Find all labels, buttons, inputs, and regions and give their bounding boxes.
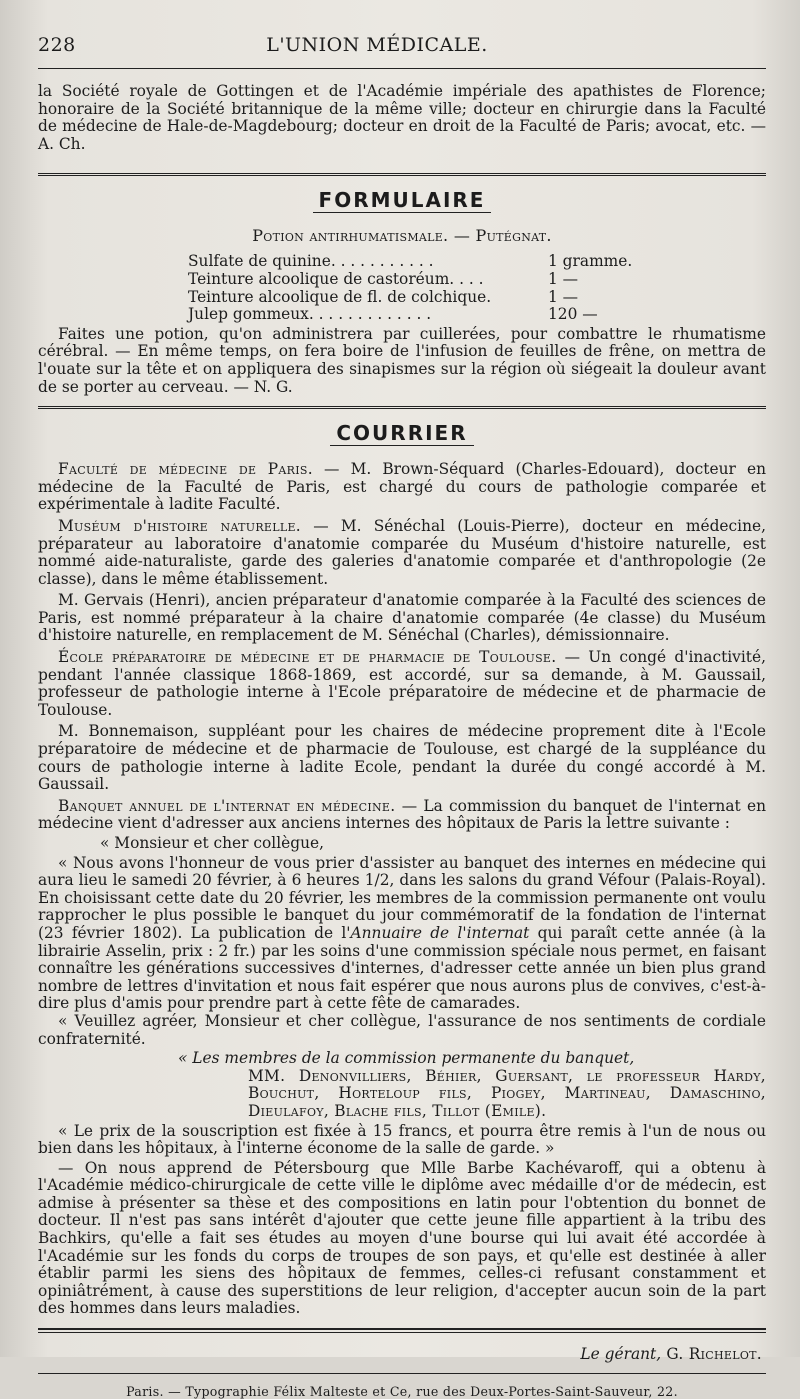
section-divider [38, 173, 766, 178]
gerant-name: G. Richelot. [661, 1345, 762, 1364]
news-item-museum [38, 518, 766, 588]
journal-title: L'UNION MÉDICALE. [266, 34, 488, 56]
ingredient-qty: 1 — [548, 287, 579, 306]
recipe-row [188, 271, 658, 289]
news-text: — M. Brown-Séquard (Charles-Edouard), docteur en médecine de la Faculté de Paris, est chargé du cours de pathologie comparée et expérimentale à ladite Faculté. [38, 460, 766, 514]
letter-italic-title: Annuaire de l'internat [350, 923, 530, 942]
courrier-title: COURRIER [330, 421, 473, 446]
intro-paragraph: la Société royale de Gottingen et de l'Académie impériale des apathistes de Florence; honoraire de la Société britannique de la même ville; docteur en chirurgie dans la Faculté de médecine de Hale-de-Magdebourg; docteur en droit de la Faculté de Paris; avocat, etc. — A. Ch. [38, 82, 766, 153]
letter-body [38, 855, 766, 1013]
news-text: — La commission du banquet de l'internat en médecine vient d'adresser aux anciens internes des hôpitaux de Paris la lettre suivante : [38, 796, 766, 833]
letter-salutation: « Monsieur et cher collègue, [100, 834, 325, 852]
letter-body-part: « Nous avons l'honneur de vous prier d'assister au banquet des internes en médecine qui aura lieu le samedi 20 février, à 6 heures 1/2, dans les salons du grand Véfour (Palais-Royal). En choisissant cette date du 20 février, les membres de la commission permanente ont voulu rapprocher le plus possible le banquet du jour commémoratif de la fondation de l'internat (23 février 1802). La publication de l' [38, 853, 766, 942]
news-item-gervais: M. Gervais (Henri), ancien préparateur d'anatomie comparée à la Faculté des sciences de Paris, est nommé préparateur à la chaire d'anatomie comparée (4e classe) du Muséum d'histoire naturelle, en remplacement de M. Sénéchal (Charles), démissionnaire. [38, 591, 766, 645]
ingredient-name: Teinture alcoolique de fl. de colchique. [188, 287, 492, 306]
news-lead: Faculté de médecine de Paris. [58, 460, 313, 479]
news-text: — Un congé d'inactivité, pendant l'année classique 1868-1869, est accordé, sur sa demande, à M. Gaussail, professeur de pathologie interne à l'Ecole préparatoire de médecine et de pharmacie de Toulouse. [38, 648, 766, 719]
recipe-row [188, 289, 658, 307]
letter-postscript: « Le prix de la souscription est fixée à 15 francs, et pourra être remis à l'un de nous ou bien dans les hôpitaux, à l'interne économe de la salle de garde. » [38, 1121, 766, 1158]
letter-signature-block [38, 1050, 766, 1120]
news-item-toulouse [38, 649, 766, 719]
news-text: — M. Sénéchal (Louis-Pierre), docteur en médecine, préparateur au laboratoire d'anatomie comparée du Muséum d'histoire naturelle, est nommé aide-naturaliste, garde des galeries d'anatomie comparée et d'anthropologie (2e classe), dans le même établissement. [38, 516, 766, 588]
courrier-heading [38, 421, 766, 445]
page-number: 228 [38, 34, 76, 56]
letter-names: MM. Denonvilliers, Béhier, Guersant, le professeur Hardy, Bouchut, Horteloup fils, Piogey, Martineau, Damaschino, Dieulafoy, Blache fils, Tillot (Emile). [248, 1066, 766, 1120]
recipe-instructions: Faites une potion, qu'on administrera par cuillerées, pour combattre le rhumatisme cérébral. — En même temps, on fera boire de l'infusion de feuilles de frêne, on mettra de l'ouate sur la tête et on appliquera des sinapismes sur la région où siégeait la douleur avant de se porter au cerveau. — N. G. [38, 324, 766, 396]
ingredient-name: Julep gommeux. . . . . . . . . . . . . [188, 305, 432, 324]
letter-body-part: qui paraît cette année (à la librairie Asselin, prix : 2 fr.) par les soins d'une commission spéciale nous permet, en faisant connaître les générations successives d'internes, d'adresser cette année un bien plus grand nombre de lettres d'invitation et nous fait espérer que nous aurons plus de convives, c'est-à-dire plus d'amis pour prendre part à cette fête de camarades. [38, 923, 766, 1013]
letter-signature [38, 1050, 766, 1068]
news-item-faculte [38, 461, 766, 514]
footer-rule [38, 1328, 766, 1333]
news-lead: Muséum d'histoire naturelle. [58, 516, 301, 535]
imprint: Paris. — Typographie Félix Malteste et Ce, rue des Deux-Portes-Saint-Sauveur, 22. [126, 1384, 678, 1399]
recipe-row [188, 253, 658, 271]
news-lead: Banquet annuel de l'internat en médecine. [58, 796, 396, 815]
gerant-line [38, 1345, 766, 1363]
header-rule [38, 68, 766, 69]
ingredient-qty: 1 — [548, 269, 579, 288]
ingredient-name: Teinture alcoolique de castoréum. . . . [188, 269, 484, 288]
ingredient-qty: 120 — [548, 305, 598, 324]
formulaire-title: FORMULAIRE [313, 188, 492, 213]
news-item-banquet [38, 798, 766, 833]
letter-signature-text: « Les membres de la commission permanente du banquet, [178, 1049, 635, 1068]
running-head [38, 34, 766, 68]
final-paragraph: — On nous apprend de Pétersbourg que Mlle Barbe Kachévaroff, qui a obtenu à l'Académie médico-chirurgicale de cette ville le diplôme avec médaille d'or de médecin, est admise à présenter sa thèse et des compositions en latin pour l'obtention du bonnet de docteur. Il n'est pas sans intérêt d'ajouter que cette jeune fille appartient à la tribu des Bachkirs, qu'elle a fait ses études au moyen d'une bourse qui lui avait été accordée à l'Académie sur les fonds du corps de troupes de son pays, et qu'elle est destinée à aller établir parmi les siens des hôpitaux de femmes, celles-ci refusant constamment et opiniâtrément, à cause des superstitions de leur religion, d'accepter aucun soin de la part des hommes dans leurs maladies. [38, 1158, 766, 1318]
news-item-bonnemaison: M. Bonnemaison, suppléant pour les chaires de médecine proprement dite à l'Ecole préparatoire de médecine et de pharmacie de Toulouse, est chargé de la suppléance du cours de pathologie interne à ladite Ecole, pendant la durée du congé accordé à M. Gaussail. [38, 722, 766, 794]
ingredient-qty: 1 gramme. [548, 252, 633, 271]
recipe-list [188, 253, 658, 323]
imprint-rule [38, 1373, 766, 1374]
recipe-title: Potion antirhumatismale. — Putégnat. [252, 226, 552, 246]
gerant-label: Le gérant, [580, 1345, 662, 1364]
news-lead: École préparatoire de médecine et de pharmacie de Toulouse. [58, 648, 557, 667]
letter-closing: « Veuillez agréer, Monsieur et cher collègue, l'assurance de nos sentiments de cordiale confraternité. [38, 1011, 766, 1048]
formulaire-heading [38, 188, 766, 212]
ingredient-name: Sulfate de quinine. . . . . . . . . . . [188, 252, 434, 271]
section-divider [38, 406, 766, 411]
recipe-row [188, 306, 658, 324]
